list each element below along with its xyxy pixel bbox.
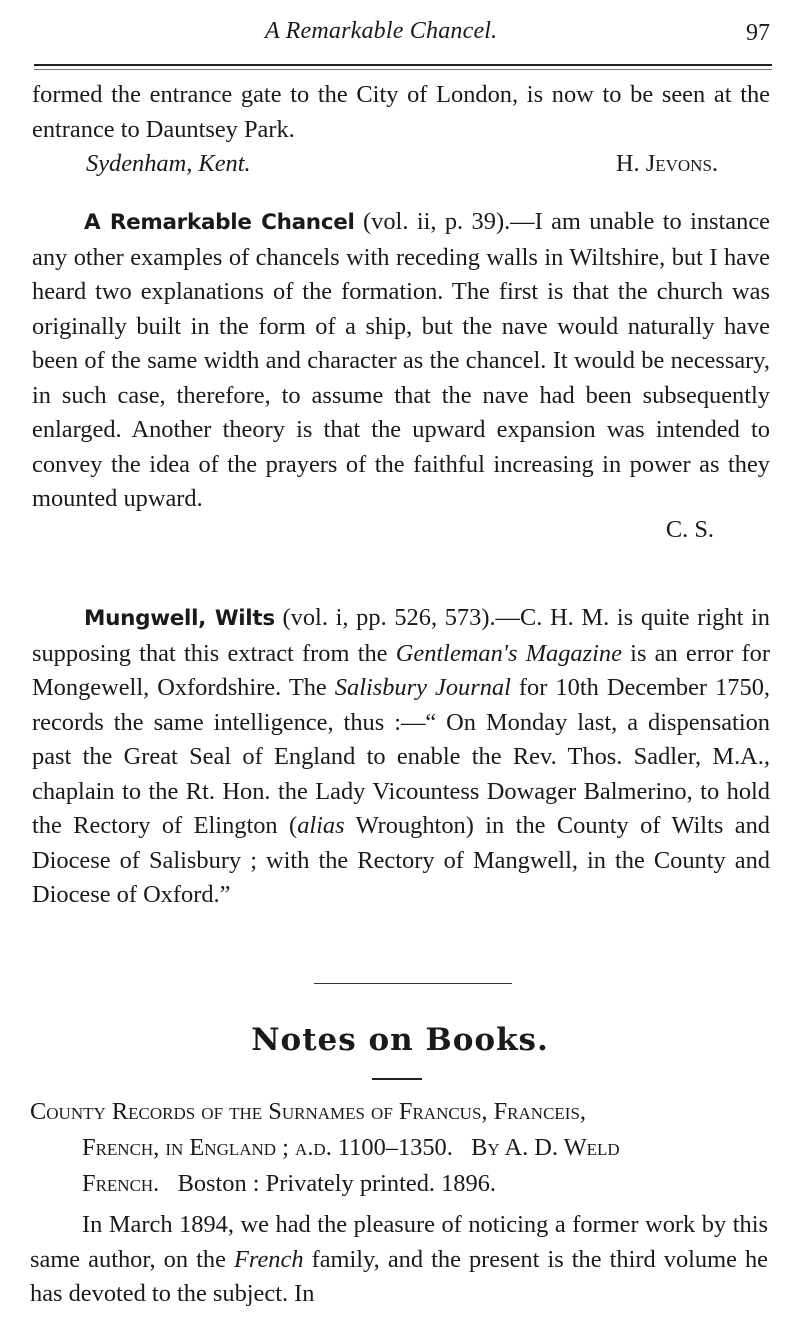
book-entry-line-2-sc: French, in England ; a.d. 1100–1350. <box>82 1134 453 1161</box>
book-review-text <box>30 1208 768 1312</box>
chancel-paragraph <box>32 205 770 517</box>
book-entry <box>30 1094 770 1202</box>
book-review-paragraph <box>30 1208 768 1312</box>
mungwell-reference: (vol. i, pp. 526, 573).— <box>274 604 520 631</box>
chancel-signature: C. S. <box>665 515 714 543</box>
book-entry-line-2 <box>30 1130 770 1166</box>
review-text-1: In March 1894, we had the pleasure of noticing a former work by this same author, on the <box>30 1211 768 1273</box>
running-title: A Remarkable Chancel. <box>265 18 498 44</box>
mungwell-note <box>32 601 770 913</box>
chancel-heading: A Remarkable Chancel <box>84 210 355 235</box>
mungwell-text-1: C. H. M. is quite right in supposing that this extract from the <box>32 604 771 667</box>
signature-author: H. Jevons. <box>615 150 718 177</box>
book-entry-line-1: County Records of the Surnames of Francus, Franceis, <box>30 1098 586 1125</box>
chancel-note <box>32 205 770 547</box>
title-underline <box>372 1078 422 1080</box>
review-italic-1: French <box>233 1245 304 1273</box>
continuation-block <box>32 78 770 182</box>
mungwell-heading: Mungwell, Wilts <box>84 606 275 631</box>
header-rule <box>34 64 772 66</box>
book-entry-author: By A. D. Weld <box>471 1134 620 1161</box>
review-text-2: family, and the present is the third volume he has devoted to the subject. In <box>30 1245 768 1307</box>
book-entry-imprint: Boston : Privately printed. 1896. <box>177 1170 496 1197</box>
mungwell-text-3: for 10th December 1750, records the same intelligence, thus :—“ On Monday last, a dispensation past the Great Seal of England to enable the Rev. Thos. Sadler, M.A., chaplain to the Rt. Hon. the Lady Vicountess Dowager Balmerino, to hold the Rectory of Elington ( <box>32 674 770 839</box>
section-divider <box>314 983 512 984</box>
chancel-reference: (vol. ii, p. 39).— <box>354 208 535 235</box>
mungwell-italic-1: Gentleman's Magazine <box>395 639 622 667</box>
chancel-text: I am unable to instance any other examples of chancels with receding walls in Wiltshire, but I have heard two explanations of the formation. The first is that the church was originally built in the form of a ship, but the nave would naturally have been of the same width and character as the chancel. It would be necessary, in such case, therefore, to assume that the nave had been subsequently enlarged. Another theory is that the upward expansion was intended to convey the idea of the prayers of the faithful increasing in power as they mounted upward. <box>32 208 770 512</box>
running-header <box>0 16 800 50</box>
mungwell-text-2: is an error for Mongewell, Oxfordshire. The <box>32 639 770 701</box>
mungwell-italic-3: alias <box>297 812 345 839</box>
page-number: 97 <box>746 20 770 46</box>
continuation-paragraph: formed the entrance gate to the City of London, is now to be seen at the entrance to Dauntsey Park. <box>32 81 770 143</box>
mungwell-italic-2: Salisbury Journal <box>334 674 511 701</box>
mungwell-paragraph <box>32 601 770 913</box>
book-entry-line-3 <box>30 1166 770 1202</box>
signature-place: Sydenham, Kent. <box>86 150 251 177</box>
mungwell-text-4: Wroughton) in the County of Wilts and Diocese of Salisbury ; with the Rectory of Mangwell, in the County and Diocese of Oxford.” <box>32 812 770 908</box>
book-entry-line-3-sc: French. <box>82 1170 160 1197</box>
section-title: Notes on Books. <box>251 1022 549 1058</box>
continuation-signature <box>32 147 770 182</box>
